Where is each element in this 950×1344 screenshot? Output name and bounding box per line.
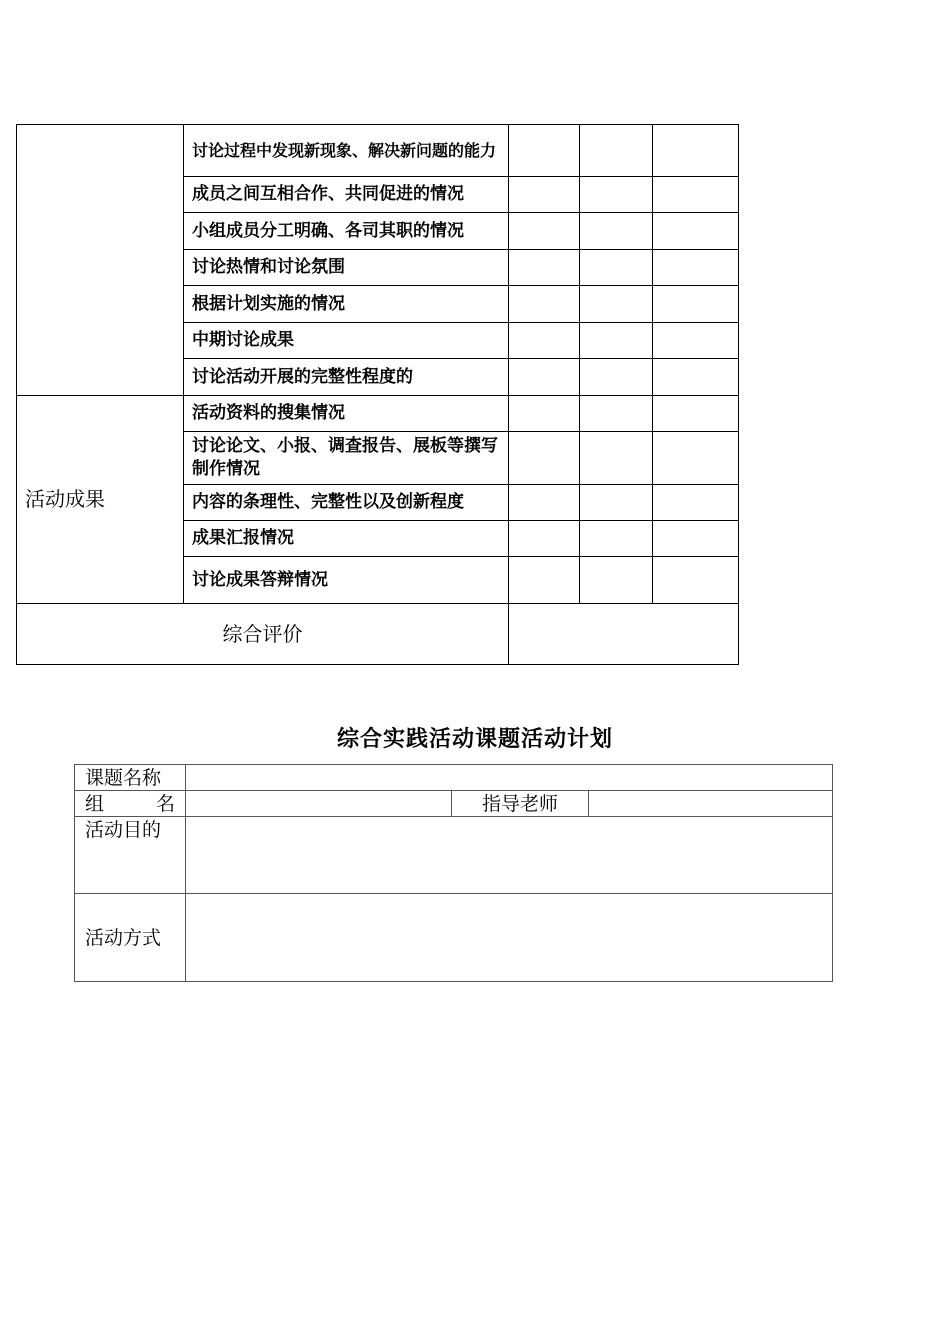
result-category-cell: 活动成果 xyxy=(17,396,184,604)
group-row xyxy=(75,791,833,817)
score-cell[interactable] xyxy=(580,485,653,521)
score-cell[interactable] xyxy=(580,557,653,604)
score-cell[interactable] xyxy=(653,323,739,359)
score-cell[interactable] xyxy=(580,213,653,250)
method-label: 活动方式 xyxy=(75,894,186,982)
score-cell[interactable] xyxy=(653,557,739,604)
criterion-cell: 根据计划实施的情况 xyxy=(184,286,509,323)
score-cell[interactable] xyxy=(653,250,739,286)
score-cell[interactable] xyxy=(653,432,739,485)
score-cell[interactable] xyxy=(580,359,653,396)
criterion-cell: 小组成员分工明确、各司其职的情况 xyxy=(184,213,509,250)
score-cell[interactable] xyxy=(580,323,653,359)
score-cell[interactable] xyxy=(509,359,580,396)
score-cell[interactable] xyxy=(653,125,739,177)
group-label xyxy=(75,791,186,817)
criterion-cell: 讨论热情和讨论氛围 xyxy=(184,250,509,286)
criterion-cell: 讨论论文、小报、调查报告、展板等撰写制作情况 xyxy=(184,432,509,485)
score-cell[interactable] xyxy=(653,177,739,213)
score-cell[interactable] xyxy=(580,432,653,485)
method-field[interactable] xyxy=(186,894,833,982)
score-cell[interactable] xyxy=(509,432,580,485)
group-label-left: 组 xyxy=(85,792,105,815)
criterion-cell: 讨论活动开展的完整性程度的 xyxy=(184,359,509,396)
score-cell[interactable] xyxy=(580,286,653,323)
score-cell[interactable] xyxy=(653,396,739,432)
score-cell[interactable] xyxy=(653,286,739,323)
score-cell[interactable] xyxy=(653,359,739,396)
topic-label: 课题名称 xyxy=(75,765,186,791)
score-cell[interactable] xyxy=(580,177,653,213)
score-cell[interactable] xyxy=(580,396,653,432)
score-cell[interactable] xyxy=(509,557,580,604)
score-cell[interactable] xyxy=(509,125,580,177)
table-row xyxy=(17,396,739,432)
topic-field[interactable] xyxy=(186,765,833,791)
score-cell[interactable] xyxy=(580,521,653,557)
score-cell[interactable] xyxy=(509,521,580,557)
score-cell[interactable] xyxy=(509,485,580,521)
score-cell[interactable] xyxy=(580,250,653,286)
criterion-cell: 中期讨论成果 xyxy=(184,323,509,359)
score-cell[interactable] xyxy=(509,286,580,323)
method-row xyxy=(75,894,833,982)
evaluation-table xyxy=(16,124,739,665)
summary-row xyxy=(17,604,739,665)
criterion-cell: 讨论过程中发现新现象、解决新问题的能力 xyxy=(184,125,509,177)
group-label-right: 名 xyxy=(155,792,175,815)
table-row xyxy=(17,125,739,177)
purpose-row xyxy=(75,817,833,894)
criterion-cell: 内容的条理性、完整性以及创新程度 xyxy=(184,485,509,521)
teacher-label: 指导老师 xyxy=(452,791,589,817)
score-cell[interactable] xyxy=(509,177,580,213)
score-cell[interactable] xyxy=(653,521,739,557)
score-cell[interactable] xyxy=(653,213,739,250)
summary-value-cell[interactable] xyxy=(509,604,739,665)
score-cell[interactable] xyxy=(509,396,580,432)
teacher-field[interactable] xyxy=(589,791,833,817)
purpose-field[interactable] xyxy=(186,817,833,894)
plan-table xyxy=(74,764,833,982)
criterion-cell: 成员之间互相合作、共同促进的情况 xyxy=(184,177,509,213)
criterion-cell: 成果汇报情况 xyxy=(184,521,509,557)
score-cell[interactable] xyxy=(509,323,580,359)
score-cell[interactable] xyxy=(509,213,580,250)
process-category-cell xyxy=(17,125,184,396)
group-field[interactable] xyxy=(186,791,452,817)
plan-title: 综合实践活动课题活动计划 xyxy=(336,726,613,752)
score-cell[interactable] xyxy=(653,485,739,521)
summary-label: 综合评价 xyxy=(17,604,509,665)
score-cell[interactable] xyxy=(580,125,653,177)
topic-row xyxy=(75,765,833,791)
score-cell[interactable] xyxy=(509,250,580,286)
criterion-cell: 讨论成果答辩情况 xyxy=(184,557,509,604)
purpose-label: 活动目的 xyxy=(75,817,186,894)
criterion-cell: 活动资料的搜集情况 xyxy=(184,396,509,432)
